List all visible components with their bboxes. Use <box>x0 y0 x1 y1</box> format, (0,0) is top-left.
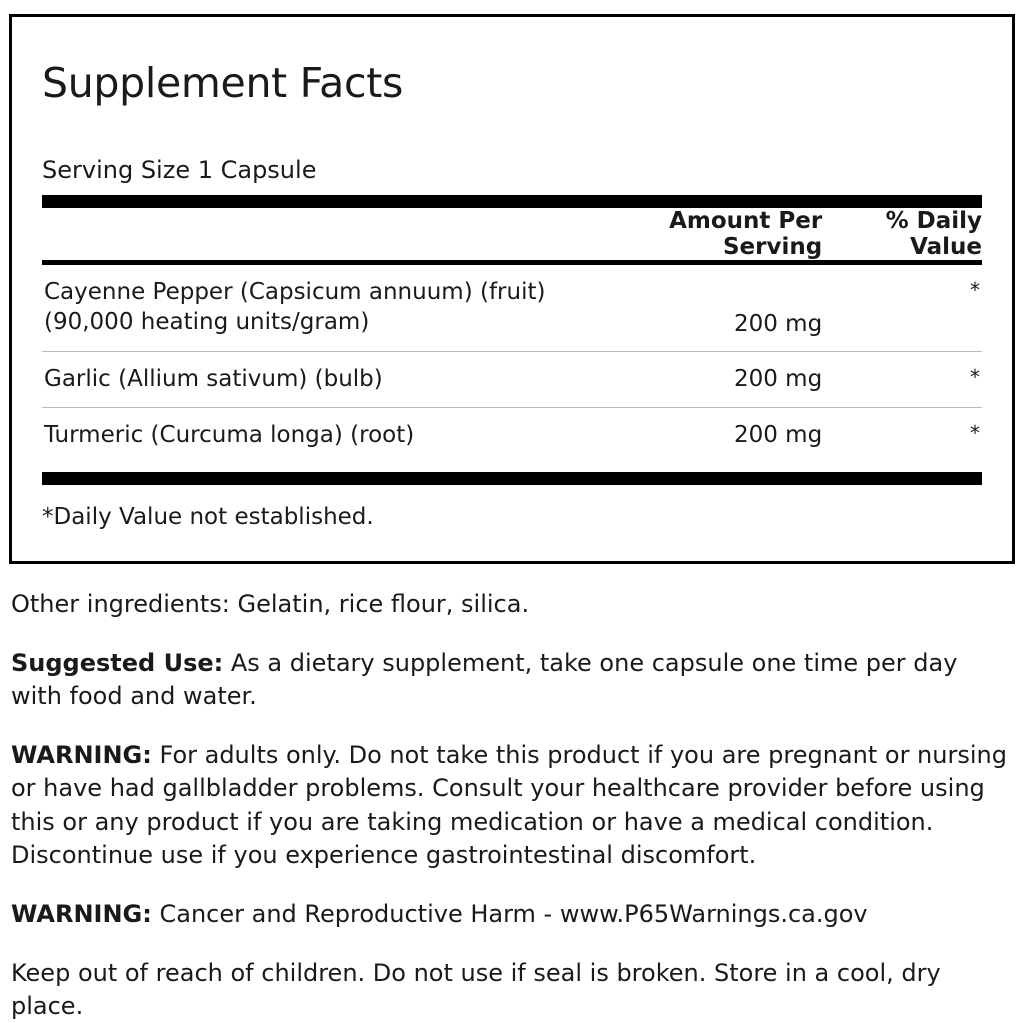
ingredient-name: Garlic (Allium sativum) (bulb) <box>44 366 383 393</box>
suggested-use-paragraph <box>11 647 1007 713</box>
keep-out-of-reach-text: Keep out of reach of children. Do not use if seal is broken. Store in a cool, dry place. <box>11 958 941 1020</box>
ingredient-amount: 200 mg <box>733 421 823 448</box>
warning-label: WARNING: <box>11 741 152 770</box>
daily-value-footnote: *Daily Value not established. <box>42 503 374 530</box>
nutrition-table <box>42 208 982 260</box>
ingredient-daily-value: * <box>970 420 980 445</box>
divider-thick-top <box>42 195 982 208</box>
warning-paragraph-general <box>11 739 1007 871</box>
table-row <box>42 352 982 406</box>
other-ingredients-text: Other ingredients: Gelatin, rice flour, silica. <box>11 590 530 618</box>
serving-size-text: Serving Size 1 Capsule <box>42 156 317 185</box>
warning-label-prop65: WARNING: <box>11 899 152 928</box>
page-title: Supplement Facts <box>42 59 404 107</box>
ingredient-name: Cayenne Pepper (Capsicum annuum) (fruit) (90,000 heating units/gram) <box>44 278 546 336</box>
warning-text: For adults only. Do not take this product if you are pregnant or nursing or have had gallbladder problems. Consult your healthcare provider before using this or any product if you are taking medication or have a medical condition. Discontinue use if you experience gastrointestinal discomfort. <box>11 741 1007 869</box>
table-header-row <box>42 208 982 260</box>
suggested-use-text: As a dietary supplement, take one capsule one time per day with food and water. <box>11 649 958 711</box>
suggested-use-label: Suggested Use: <box>11 649 224 678</box>
ingredient-table <box>42 265 982 462</box>
warning-paragraph-prop65 <box>11 898 1007 931</box>
ingredient-daily-value: * <box>970 365 980 390</box>
warning-text-prop65: Cancer and Reproductive Harm - www.P65Warnings.ca.gov <box>151 899 868 928</box>
ingredient-amount: 200 mg <box>733 366 823 393</box>
divider-thick-bottom <box>42 472 982 485</box>
column-header-amount: Amount Per Serving <box>669 207 823 260</box>
table-row <box>42 265 982 351</box>
product-information <box>11 588 1013 1023</box>
supplement-facts-panel <box>9 14 1015 564</box>
ingredient-daily-value: * <box>970 277 980 302</box>
ingredient-amount: 200 mg <box>733 310 823 337</box>
column-header-daily-value: % Daily Value <box>885 207 982 260</box>
table-row <box>42 408 982 462</box>
ingredient-name: Turmeric (Curcuma longa) (root) <box>44 421 415 448</box>
column-header-name <box>42 208 568 260</box>
